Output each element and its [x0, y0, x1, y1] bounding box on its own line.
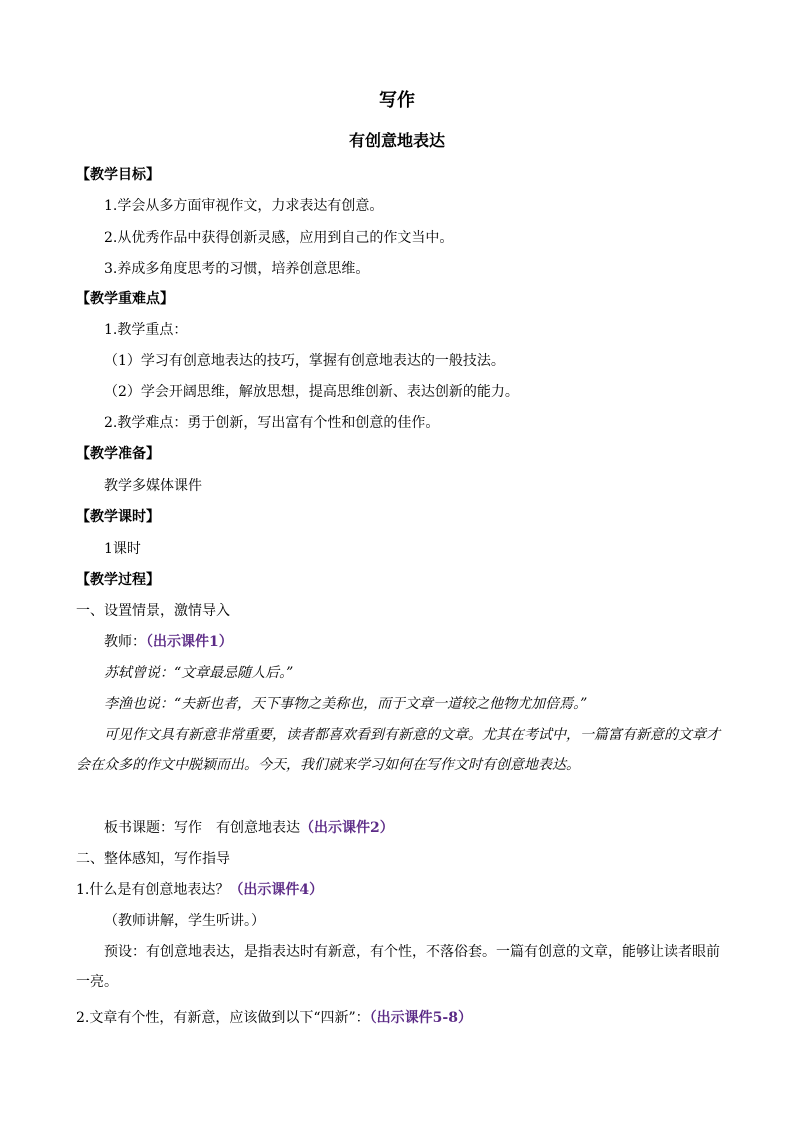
courseware-ref: （出示课件2） [300, 820, 394, 836]
key-item: （1）学习有创意地表达的技巧，掌握有创意地表达的一般技法。 [104, 353, 505, 369]
quote-sushi: 苏轼曾说：“文章最忌随人后。” [104, 665, 294, 681]
keypoints-heading: 【教学重难点】 [76, 291, 174, 307]
hours-heading: 【教学课时】 [76, 509, 160, 525]
process-heading: 【教学过程】 [76, 572, 160, 588]
difficulty: 2.教学难点：勇于创新，写出富有个性和创意的佳作。 [104, 415, 440, 431]
courseware-ref: （出示课件5-8） [369, 1010, 472, 1026]
prep-heading: 【教学准备】 [76, 446, 160, 462]
goal-item: 3.养成多角度思考的习惯，培养创意思维。 [104, 261, 370, 277]
question1-line [76, 880, 323, 900]
question2-line [76, 1008, 472, 1028]
preset-paragraph: 预设：有创意地表达，是指表达时有新意，有个性，不落俗套。一篇有创意的文章，能够让读者眼前一亮。 [76, 944, 720, 990]
hours-text: 1课时 [104, 541, 141, 557]
intro-paragraph: 可见作文具有新意非常重要，读者都喜欢看到有新意的文章。尤其在考试中，一篇富有新意的文章才会在众多的作文中脱颖而出。今天，我们就来学习如何在写作文时有创意地表达。 [76, 727, 720, 773]
goals-heading: 【教学目标】 [76, 167, 160, 183]
board-text: 板书课题：写作 有创意地表达 [104, 820, 300, 836]
section2-title: 二、整体感知，写作指导 [76, 851, 230, 867]
page-title: 写作 [379, 90, 415, 111]
section1-title: 一、设置情景，激情导入 [76, 603, 230, 619]
question1-note: （教师讲解，学生听讲。） [104, 913, 265, 929]
goal-item: 1.学会从多方面审视作文，力求表达有创意。 [104, 198, 384, 214]
page-subtitle: 有创意地表达 [348, 131, 445, 150]
board-line [104, 818, 394, 838]
question1: 1.什么是有创意地表达？ [76, 882, 230, 898]
courseware-ref: （出示课件1） [146, 634, 233, 650]
teacher-label: 教师： [104, 634, 146, 650]
question2: 2.文章有个性，有新意，应该做到以下“四新”： [76, 1010, 370, 1026]
teacher-line [104, 632, 233, 652]
goal-item: 2.从优秀作品中获得创新灵感，应用到自己的作文当中。 [104, 230, 454, 246]
key-item: （2）学会开阔思维，解放思想，提高思维创新、表达创新的能力。 [104, 384, 519, 400]
key-title: 1.教学重点： [104, 322, 188, 338]
quote-liyu: 李渔也说：“夫新也者，天下事物之美称也，而于文章一道较之他物尤加倍焉。” [104, 696, 588, 712]
prep-text: 教学多媒体课件 [104, 478, 202, 494]
courseware-ref: （出示课件4） [229, 882, 324, 898]
